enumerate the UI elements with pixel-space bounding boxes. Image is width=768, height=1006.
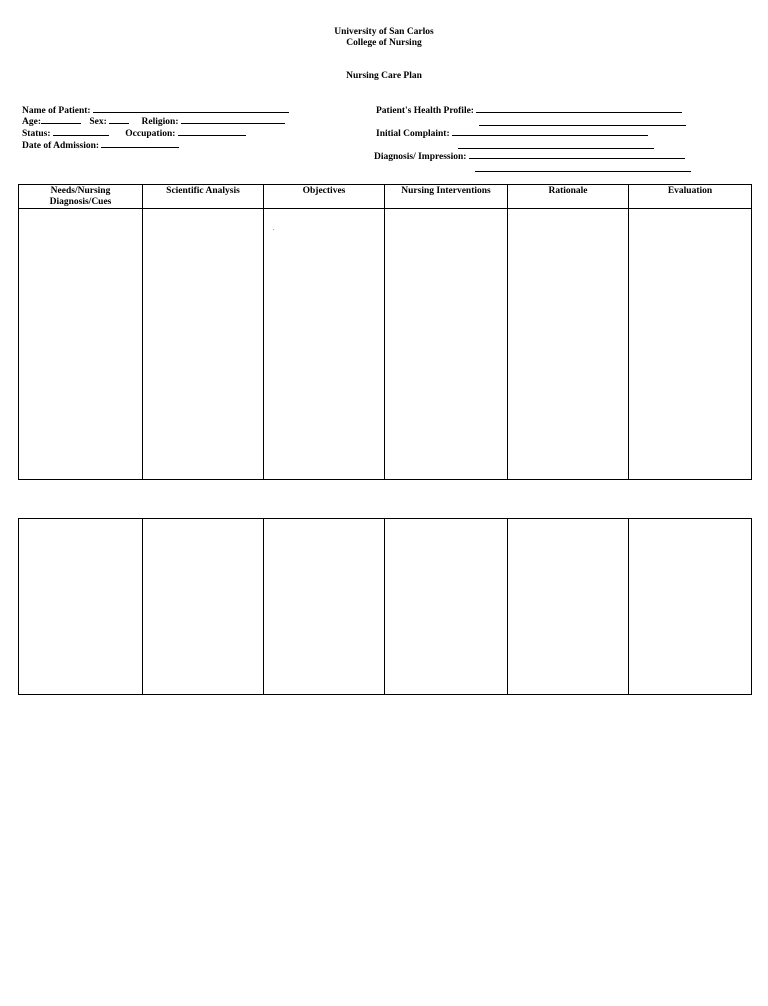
religion-field[interactable] — [181, 115, 285, 124]
cell-needs[interactable] — [19, 209, 143, 480]
admission-row — [22, 139, 179, 152]
age-field[interactable] — [41, 115, 81, 124]
column-header-rationale: Rationale — [508, 185, 629, 209]
cell-evaluation[interactable] — [629, 519, 752, 695]
cell-rationale[interactable] — [508, 209, 629, 480]
university-name: University of San Carlos — [334, 27, 434, 37]
occupation-label: Occupation: — [125, 129, 176, 139]
table-row — [19, 519, 752, 695]
care-plan-table — [18, 184, 752, 480]
age-label: Age: — [22, 117, 41, 127]
cell-analysis[interactable] — [143, 519, 264, 695]
column-header-objectives: Objectives — [264, 185, 385, 209]
table-row — [19, 209, 752, 480]
column-header-evaluation: Evaluation — [629, 185, 752, 209]
complaint-label: Initial Complaint: — [376, 129, 450, 139]
cell-interventions[interactable] — [385, 209, 508, 480]
column-header-needs: Needs/Nursing Diagnosis/Cues — [19, 185, 143, 209]
cell-interventions[interactable] — [385, 519, 508, 695]
table-header-row — [19, 185, 752, 209]
sex-field[interactable] — [109, 115, 129, 124]
occupation-field[interactable] — [178, 127, 246, 136]
diagnosis-row — [374, 150, 685, 163]
diagnosis-line-2 — [475, 163, 691, 176]
health-profile-field[interactable] — [476, 104, 682, 113]
patient-name-label: Name of Patient: — [22, 106, 91, 116]
complaint-row — [376, 127, 648, 140]
care-plan-table-continued — [18, 518, 752, 695]
diagnosis-field[interactable] — [469, 150, 685, 159]
column-header-interventions: Nursing Interventions — [385, 185, 508, 209]
cell-objectives[interactable] — [264, 519, 385, 695]
status-field[interactable] — [53, 127, 109, 136]
diagnosis-field-2[interactable] — [475, 163, 691, 172]
cell-evaluation[interactable] — [629, 209, 752, 480]
cell-rationale[interactable] — [508, 519, 629, 695]
page-title: Nursing Care Plan — [346, 71, 422, 81]
patient-name-field[interactable] — [93, 104, 289, 113]
sex-label: Sex: — [89, 117, 107, 127]
cell-objectives[interactable] — [264, 209, 385, 480]
column-header-analysis: Scientific Analysis — [143, 185, 264, 209]
religion-label: Religion: — [141, 117, 179, 127]
complaint-field-2[interactable] — [458, 140, 654, 149]
health-profile-label: Patient's Health Profile: — [376, 106, 474, 116]
admission-label: Date of Admission: — [22, 141, 100, 151]
diagnosis-label: Diagnosis/ Impression: — [374, 152, 467, 162]
health-profile-row — [376, 104, 682, 117]
cell-needs[interactable] — [19, 519, 143, 695]
admission-field[interactable] — [101, 139, 179, 148]
health-profile-field-2[interactable] — [479, 117, 686, 126]
complaint-field[interactable] — [452, 127, 648, 136]
cell-analysis[interactable] — [143, 209, 264, 480]
status-label: Status: — [22, 129, 51, 139]
college-name: College of Nursing — [346, 38, 422, 48]
stray-mark: . — [273, 226, 275, 232]
